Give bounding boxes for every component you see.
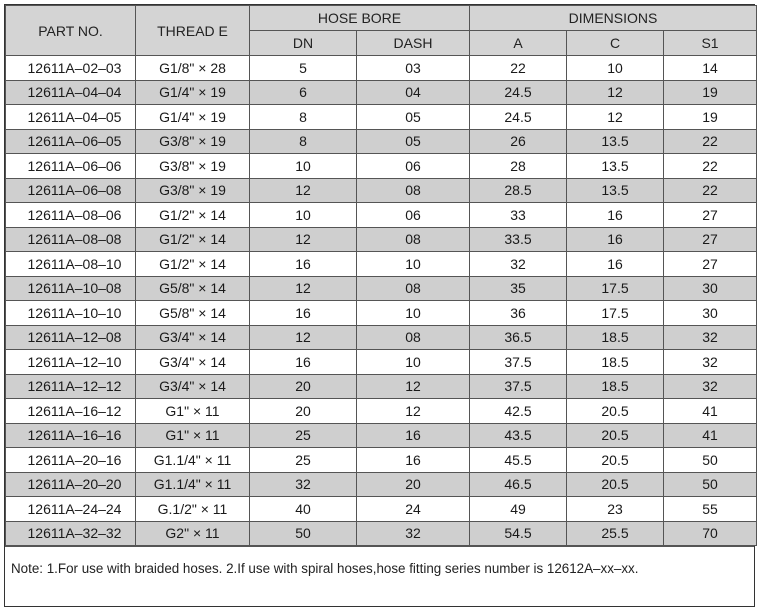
cell-dash: 32 (357, 521, 470, 546)
cell-dn: 25 (250, 423, 357, 448)
cell-dash: 05 (357, 105, 470, 130)
cell-dn: 10 (250, 154, 357, 179)
cell-part-no: 12611A–12–10 (6, 350, 136, 375)
cell-dash: 06 (357, 203, 470, 228)
cell-a: 32 (470, 252, 567, 277)
cell-c: 18.5 (567, 374, 664, 399)
cell-part-no: 12611A–12–08 (6, 325, 136, 350)
cell-dash: 06 (357, 154, 470, 179)
cell-s1: 32 (664, 325, 757, 350)
cell-s1: 27 (664, 203, 757, 228)
cell-a: 49 (470, 497, 567, 522)
cell-s1: 30 (664, 301, 757, 326)
cell-thread: G1/4" × 19 (136, 105, 250, 130)
cell-c: 17.5 (567, 276, 664, 301)
cell-thread: G.1/2" × 11 (136, 497, 250, 522)
cell-thread: G1/8" × 28 (136, 56, 250, 81)
cell-dn: 8 (250, 129, 357, 154)
cell-dash: 16 (357, 448, 470, 473)
cell-dn: 10 (250, 203, 357, 228)
cell-s1: 32 (664, 350, 757, 375)
header-thread: THREAD E (136, 6, 250, 56)
cell-part-no: 12611A–10–08 (6, 276, 136, 301)
table-row (6, 301, 757, 326)
cell-dn: 5 (250, 56, 357, 81)
cell-s1: 22 (664, 178, 757, 203)
cell-a: 26 (470, 129, 567, 154)
cell-a: 46.5 (470, 472, 567, 497)
cell-dash: 10 (357, 252, 470, 277)
cell-dash: 04 (357, 80, 470, 105)
cell-dash: 12 (357, 399, 470, 424)
cell-dn: 12 (250, 178, 357, 203)
cell-thread: G1.1/4" × 11 (136, 448, 250, 473)
cell-c: 13.5 (567, 154, 664, 179)
cell-part-no: 12611A–08–06 (6, 203, 136, 228)
cell-dn: 40 (250, 497, 357, 522)
cell-c: 18.5 (567, 325, 664, 350)
cell-a: 33.5 (470, 227, 567, 252)
cell-a: 45.5 (470, 448, 567, 473)
table-row (6, 227, 757, 252)
cell-part-no: 12611A–12–12 (6, 374, 136, 399)
cell-dn: 20 (250, 399, 357, 424)
cell-part-no: 12611A–08–10 (6, 252, 136, 277)
cell-dn: 25 (250, 448, 357, 473)
cell-s1: 27 (664, 252, 757, 277)
cell-a: 28.5 (470, 178, 567, 203)
cell-thread: G1" × 11 (136, 399, 250, 424)
cell-dash: 03 (357, 56, 470, 81)
table-row (6, 374, 757, 399)
cell-part-no: 12611A–32–32 (6, 521, 136, 546)
cell-s1: 50 (664, 472, 757, 497)
cell-a: 43.5 (470, 423, 567, 448)
cell-s1: 19 (664, 80, 757, 105)
cell-s1: 30 (664, 276, 757, 301)
header-dimensions: DIMENSIONS (470, 6, 757, 31)
table-row (6, 252, 757, 277)
cell-s1: 41 (664, 399, 757, 424)
cell-part-no: 12611A–20–16 (6, 448, 136, 473)
cell-thread: G2" × 11 (136, 521, 250, 546)
cell-dn: 8 (250, 105, 357, 130)
table-row (6, 399, 757, 424)
cell-part-no: 12611A–06–06 (6, 154, 136, 179)
cell-thread: G3/8" × 19 (136, 154, 250, 179)
cell-part-no: 12611A–02–03 (6, 56, 136, 81)
cell-a: 36.5 (470, 325, 567, 350)
cell-thread: G1/2" × 14 (136, 227, 250, 252)
cell-a: 42.5 (470, 399, 567, 424)
cell-c: 12 (567, 80, 664, 105)
cell-s1: 19 (664, 105, 757, 130)
cell-part-no: 12611A–06–08 (6, 178, 136, 203)
table-row (6, 472, 757, 497)
cell-dn: 12 (250, 227, 357, 252)
cell-a: 22 (470, 56, 567, 81)
table-row (6, 105, 757, 130)
cell-part-no: 12611A–10–10 (6, 301, 136, 326)
cell-s1: 50 (664, 448, 757, 473)
cell-a: 35 (470, 276, 567, 301)
cell-dn: 6 (250, 80, 357, 105)
cell-s1: 70 (664, 521, 757, 546)
cell-c: 20.5 (567, 399, 664, 424)
cell-thread: G3/4" × 14 (136, 325, 250, 350)
cell-thread: G5/8" × 14 (136, 301, 250, 326)
cell-thread: G1/4" × 19 (136, 80, 250, 105)
cell-dn: 50 (250, 521, 357, 546)
cell-thread: G1/2" × 14 (136, 252, 250, 277)
cell-dash: 10 (357, 350, 470, 375)
cell-c: 16 (567, 252, 664, 277)
cell-c: 16 (567, 203, 664, 228)
header-a: A (470, 31, 567, 56)
cell-a: 36 (470, 301, 567, 326)
cell-s1: 22 (664, 154, 757, 179)
cell-part-no: 12611A–20–20 (6, 472, 136, 497)
cell-s1: 22 (664, 129, 757, 154)
cell-part-no: 12611A–24–24 (6, 497, 136, 522)
cell-c: 17.5 (567, 301, 664, 326)
cell-dn: 16 (250, 301, 357, 326)
table-row (6, 129, 757, 154)
cell-c: 13.5 (567, 178, 664, 203)
table-body (6, 56, 757, 546)
cell-c: 16 (567, 227, 664, 252)
table-row (6, 325, 757, 350)
cell-c: 13.5 (567, 129, 664, 154)
cell-part-no: 12611A–16–12 (6, 399, 136, 424)
cell-thread: G1" × 11 (136, 423, 250, 448)
spec-table (5, 5, 757, 546)
cell-dash: 24 (357, 497, 470, 522)
cell-dash: 05 (357, 129, 470, 154)
cell-a: 54.5 (470, 521, 567, 546)
spec-table-frame (4, 4, 755, 607)
table-row (6, 203, 757, 228)
table-row (6, 497, 757, 522)
cell-dash: 16 (357, 423, 470, 448)
cell-c: 18.5 (567, 350, 664, 375)
cell-dn: 12 (250, 325, 357, 350)
cell-s1: 14 (664, 56, 757, 81)
cell-thread: G3/4" × 14 (136, 350, 250, 375)
cell-thread: G5/8" × 14 (136, 276, 250, 301)
cell-c: 10 (567, 56, 664, 81)
cell-thread: G3/8" × 19 (136, 178, 250, 203)
cell-dash: 12 (357, 374, 470, 399)
table-row (6, 178, 757, 203)
cell-dash: 10 (357, 301, 470, 326)
cell-a: 24.5 (470, 105, 567, 130)
header-dash: DASH (357, 31, 470, 56)
cell-dn: 20 (250, 374, 357, 399)
cell-a: 33 (470, 203, 567, 228)
header-hose-bore: HOSE BORE (250, 6, 470, 31)
cell-part-no: 12611A–06–05 (6, 129, 136, 154)
cell-dash: 08 (357, 227, 470, 252)
table-row (6, 521, 757, 546)
table-row (6, 448, 757, 473)
cell-c: 20.5 (567, 448, 664, 473)
table-row (6, 154, 757, 179)
cell-part-no: 12611A–04–04 (6, 80, 136, 105)
cell-part-no: 12611A–04–05 (6, 105, 136, 130)
header-s1: S1 (664, 31, 757, 56)
cell-c: 23 (567, 497, 664, 522)
header-c: C (567, 31, 664, 56)
table-row (6, 423, 757, 448)
cell-dn: 16 (250, 252, 357, 277)
table-note: Note: 1.For use with braided hoses. 2.If use with spiral hoses,hose fitting series number is 12612A–xx–xx. (5, 546, 754, 590)
cell-a: 37.5 (470, 374, 567, 399)
cell-part-no: 12611A–08–08 (6, 227, 136, 252)
cell-thread: G1.1/4" × 11 (136, 472, 250, 497)
cell-a: 24.5 (470, 80, 567, 105)
cell-dn: 16 (250, 350, 357, 375)
cell-dash: 08 (357, 276, 470, 301)
table-header (6, 6, 757, 56)
cell-dash: 08 (357, 178, 470, 203)
table-row (6, 276, 757, 301)
cell-a: 37.5 (470, 350, 567, 375)
cell-s1: 55 (664, 497, 757, 522)
cell-a: 28 (470, 154, 567, 179)
cell-dash: 08 (357, 325, 470, 350)
cell-part-no: 12611A–16–16 (6, 423, 136, 448)
cell-c: 20.5 (567, 423, 664, 448)
cell-c: 12 (567, 105, 664, 130)
header-part-no: PART NO. (6, 6, 136, 56)
cell-thread: G3/4" × 14 (136, 374, 250, 399)
cell-s1: 27 (664, 227, 757, 252)
cell-thread: G3/8" × 19 (136, 129, 250, 154)
header-dn: DN (250, 31, 357, 56)
cell-c: 20.5 (567, 472, 664, 497)
table-row (6, 350, 757, 375)
cell-s1: 41 (664, 423, 757, 448)
cell-dn: 12 (250, 276, 357, 301)
table-row (6, 80, 757, 105)
cell-dash: 20 (357, 472, 470, 497)
table-row (6, 56, 757, 81)
cell-dn: 32 (250, 472, 357, 497)
cell-thread: G1/2" × 14 (136, 203, 250, 228)
cell-c: 25.5 (567, 521, 664, 546)
cell-s1: 32 (664, 374, 757, 399)
